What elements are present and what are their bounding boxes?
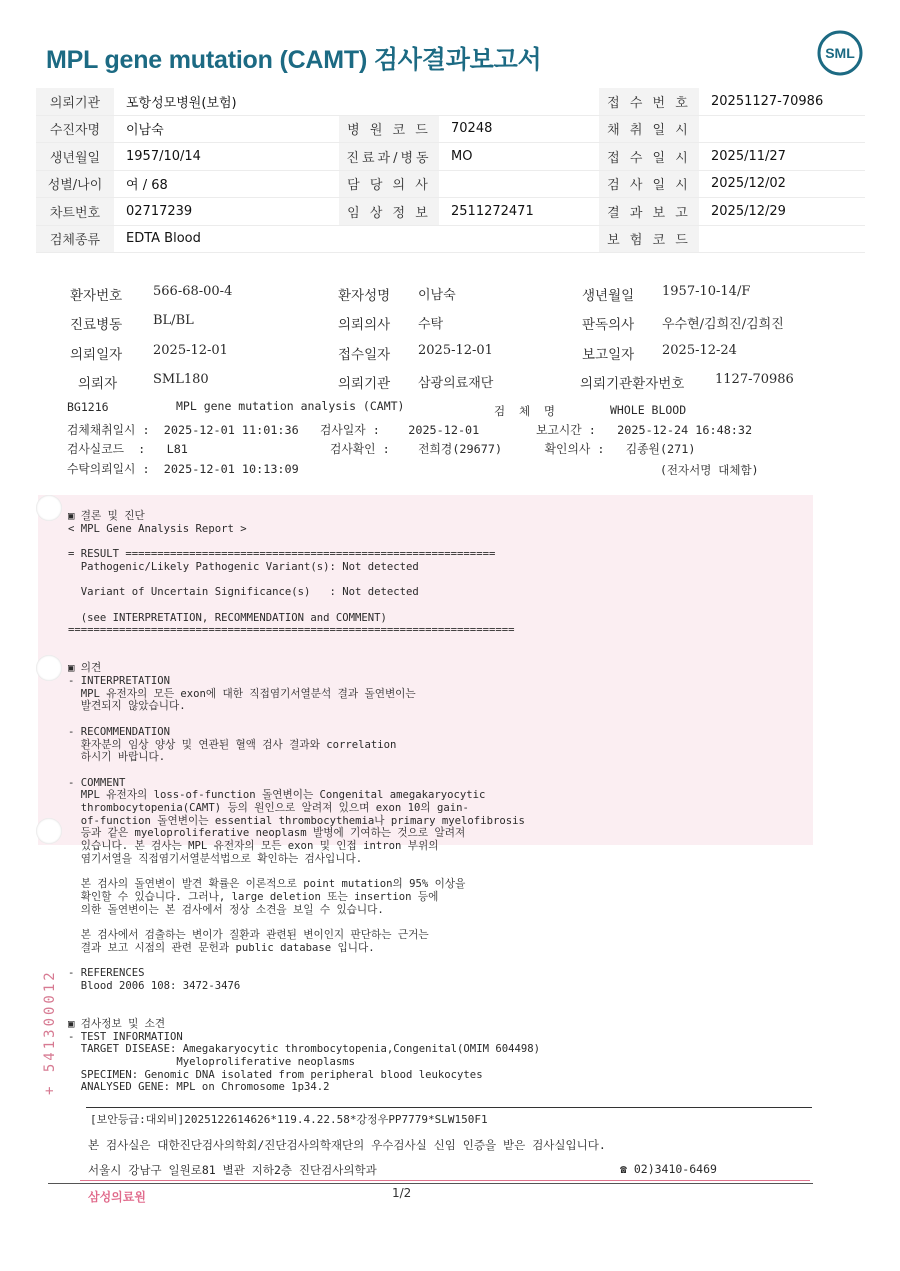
report-line: [68, 866, 540, 879]
header-label: 의뢰기관: [36, 88, 114, 115]
report-line: ▣ 결론 및 진단: [68, 510, 145, 522]
report-line: 본 검사의 돌연변이 발견 확률은 이론적으로 point mutation의 95% 이상을: [68, 878, 466, 891]
header-value: 2025/12/02: [699, 170, 865, 198]
report-line: ▣ 의견: [68, 662, 102, 675]
header-label: [339, 88, 439, 115]
header-label: 검 사 일 시: [599, 170, 699, 198]
report-line: 의한 돌연변이는 본 검사에서 정상 소견을 보일 수 있습니다.: [68, 903, 384, 916]
header-value: [699, 225, 865, 253]
report-line: 발견되지 않았습니다.: [68, 700, 186, 713]
report-line: Pathogenic/Likely Pathogenic Variant(s): Not detected: [68, 560, 419, 573]
header-label: 수진자명: [36, 115, 114, 143]
report-line: MPL 유전자의 모든 exon에 대한 직접염기서열분석 결과 돌연변이는: [68, 687, 416, 700]
patient-field-label: 의뢰기관: [338, 376, 391, 392]
header-value: [439, 88, 599, 115]
report-line: ======================================================================: [68, 624, 515, 637]
header-value: 이남숙: [114, 115, 339, 143]
report-line: [68, 637, 540, 650]
report-line: [68, 574, 540, 587]
logo-text: SML: [825, 45, 855, 61]
header-label: 접 수 일 시: [599, 143, 699, 171]
patient-field-value: 1127-70986: [715, 372, 794, 387]
test-line-2: 검사실코드 : L81 검사확인 : 전희경(29677) 확인의사 : 김종원(271): [67, 442, 696, 456]
patient-field-value: SML180: [153, 372, 209, 387]
report-body: [68, 510, 540, 1094]
header-row: [36, 143, 865, 171]
header-label: 생년월일: [36, 143, 114, 171]
footer-red-line: [80, 1180, 810, 1181]
report-line: [68, 916, 540, 929]
certification-line: 본 검사실은 대한진단검사의학회/진단검사의학재단의 우수검사실 신임 인증을 받은 검사실입니다.: [88, 1138, 606, 1152]
report-line: 본 검사에서 검출하는 변이가 질환과 관련된 변이인지 판단하는 근거는: [68, 929, 429, 942]
patient-field-value: 566-68-00-4: [153, 284, 233, 299]
header-value: 02717239: [114, 198, 339, 226]
header-value: EDTA Blood: [114, 225, 339, 253]
header-label: 성별/나이: [36, 170, 114, 198]
header-row: [36, 198, 865, 226]
header-label: 담 당 의 사: [339, 170, 439, 198]
header-label: 접 수 번 호: [599, 88, 699, 115]
patient-field-label: 환자성명: [338, 288, 391, 304]
footer-bottom-line: [48, 1183, 813, 1184]
patient-field-label: 의뢰일자: [70, 347, 123, 363]
header-value: MO: [439, 143, 599, 171]
header-row: [36, 170, 865, 198]
header-label: 보 험 코 드: [599, 225, 699, 253]
header-label: 검체종류: [36, 225, 114, 253]
test-code: BG1216: [67, 400, 109, 414]
patient-field-value: 우수현/김희진/김희진: [662, 317, 784, 332]
report-line: [68, 1005, 540, 1018]
header-value: [439, 170, 599, 198]
patient-field-label: 진료병동: [70, 317, 123, 333]
page-number: 1/2: [392, 1186, 412, 1200]
patient-field-label: 생년월일: [582, 288, 635, 304]
report-line: 염기서열을 직접염기서열분석법으로 확인하는 검사입니다.: [68, 852, 363, 865]
report-line: 있습니다. 본 검사는 MPL 유전자의 모든 exon 및 인접 intron 부위의: [68, 840, 439, 853]
patient-field-label: 판독의사: [582, 317, 635, 333]
patient-field-value: 이남숙: [418, 288, 456, 303]
header-value: [439, 225, 599, 253]
report-line: = RESULT ==========================================================: [68, 548, 496, 561]
header-info-table: [36, 88, 865, 253]
phone-line: ☎ 02)3410-6469: [620, 1162, 717, 1176]
report-line: - TEST INFORMATION: [68, 1030, 183, 1043]
header-label: 임 상 정 보: [339, 198, 439, 226]
footer-divider: [86, 1107, 812, 1108]
header-label: 병 원 코 드: [339, 115, 439, 143]
header-value: 20251127-70986: [699, 88, 865, 115]
header-label: 차트번호: [36, 198, 114, 226]
report-line: < MPL Gene Analysis Report >: [68, 522, 247, 535]
header-label: 결 과 보 고: [599, 198, 699, 226]
test-line-3: 수탁의뢰일시 : 2025-12-01 10:13:09: [67, 462, 299, 476]
esign-note: (전자서명 대체함): [660, 463, 759, 477]
patient-field-label: 접수일자: [338, 347, 391, 363]
header-value: [699, 115, 865, 143]
report-line: - INTERPRETATION: [68, 675, 171, 688]
report-line: Myeloproliferative neoplasms: [68, 1056, 356, 1069]
hospital-logo: 삼성의료원: [88, 1190, 146, 1204]
header-value: 70248: [439, 115, 599, 143]
report-line: ▣ 검사정보 및 소견: [68, 1017, 166, 1030]
punch-hole: [36, 655, 62, 681]
punch-hole: [36, 818, 62, 844]
test-line-1: 검체채취일시 : 2025-12-01 11:01:36 검사일자 : 2025-12-01 보고시간 : 2025-12-24 16:48:32: [67, 423, 753, 437]
patient-field-label: 의뢰의사: [338, 317, 391, 333]
report-line: [68, 599, 540, 612]
header-label: 채 취 일 시: [599, 115, 699, 143]
report-line: Variant of Uncertain Significance(s) : Not detected: [68, 586, 419, 599]
report-line: (see INTERPRETATION, RECOMMENDATION and COMMENT): [68, 611, 387, 624]
report-line: 등과 같은 myeloproliferative neoplasm 발병에 기여하는 것으로 알려져: [68, 827, 466, 840]
report-line: 결과 보고 시점의 관련 문헌과 public database 입니다.: [68, 941, 375, 954]
report-line: [68, 993, 540, 1006]
header-value: 포항성모병원(보험): [114, 88, 339, 115]
specimen-label: 검 체 명: [494, 404, 556, 418]
patient-field-label: 의뢰기관환자번호: [580, 376, 685, 392]
patient-field-value: BL/BL: [153, 313, 194, 328]
patient-field-value: 2025-12-01: [418, 343, 493, 358]
patient-field-value: 1957-10-14/F: [662, 284, 751, 299]
patient-field-value: 2025-12-01: [153, 343, 228, 358]
patient-field-label: 의뢰자: [78, 376, 118, 392]
report-title: MPL gene mutation (CAMT) 검사결과보고서: [46, 46, 542, 74]
vertical-code: + 541300012: [42, 969, 58, 1095]
patient-field-label: 환자번호: [70, 288, 123, 304]
report-line: 확인할 수 있습니다. 그러나, large deletion 또는 insertion 등에: [68, 890, 439, 903]
specimen-value: WHOLE BLOOD: [610, 403, 687, 417]
header-row: [36, 88, 865, 115]
header-value: 2511272471: [439, 198, 599, 226]
report-line: thrombocytopenia(CAMT) 등의 원인으로 알려져 있으며 exon 10의 gain-: [68, 802, 469, 815]
header-label: [339, 225, 439, 253]
patient-field-value: 삼광의료재단: [418, 376, 494, 391]
report-line: [68, 650, 540, 663]
header-value: 2025/11/27: [699, 143, 865, 171]
patient-field-value: 2025-12-24: [662, 343, 737, 358]
header-label: 진료과/병동: [339, 143, 439, 171]
sml-logo: [815, 28, 865, 78]
report-line: [68, 764, 540, 777]
report-line: - COMMENT: [68, 776, 126, 789]
report-line: of-function 돌연변이는 essential thrombocythemia나 primary myelofibrosis: [68, 814, 525, 827]
report-line: [68, 713, 540, 726]
security-line: [보안등급:대외비]2025122614626*119.4.22.58*강정우PP7779*SLW150F1: [90, 1113, 488, 1126]
report-line: [68, 535, 540, 548]
header-row: [36, 225, 865, 253]
patient-field-label: 보고일자: [582, 347, 635, 363]
header-value: 1957/10/14: [114, 143, 339, 171]
header-row: [36, 115, 865, 143]
report-line: ANALYSED GENE: MPL on Chromosome 1p34.2: [68, 1081, 330, 1094]
report-line: 환자분의 임상 양상 및 연관된 혈액 검사 결과와 correlation: [68, 738, 397, 751]
report-line: TARGET DISEASE: Amegakaryocytic thrombocytopenia,Congenital(OMIM 604498): [68, 1043, 540, 1056]
punch-hole: [36, 495, 62, 521]
header-value: 여 / 68: [114, 170, 339, 198]
report-line: 하시기 바랍니다.: [68, 751, 166, 764]
report-line: - REFERENCES: [68, 967, 145, 980]
report-line: - RECOMMENDATION: [68, 725, 171, 738]
report-line: [68, 954, 540, 967]
report-line: MPL 유전자의 loss-of-function 돌연변이는 Congenital amegakaryocytic: [68, 789, 486, 802]
address-line: 서울시 강남구 일원로81 별관 지하2층 진단검사의학과: [88, 1163, 377, 1177]
report-line: SPECIMEN: Genomic DNA isolated from peripheral blood leukocytes: [68, 1068, 483, 1081]
header-value: 2025/12/29: [699, 198, 865, 226]
test-name: MPL gene mutation analysis (CAMT): [176, 399, 405, 413]
report-line: Blood 2006 108: 3472-3476: [68, 979, 241, 992]
patient-field-value: 수탁: [418, 317, 444, 332]
